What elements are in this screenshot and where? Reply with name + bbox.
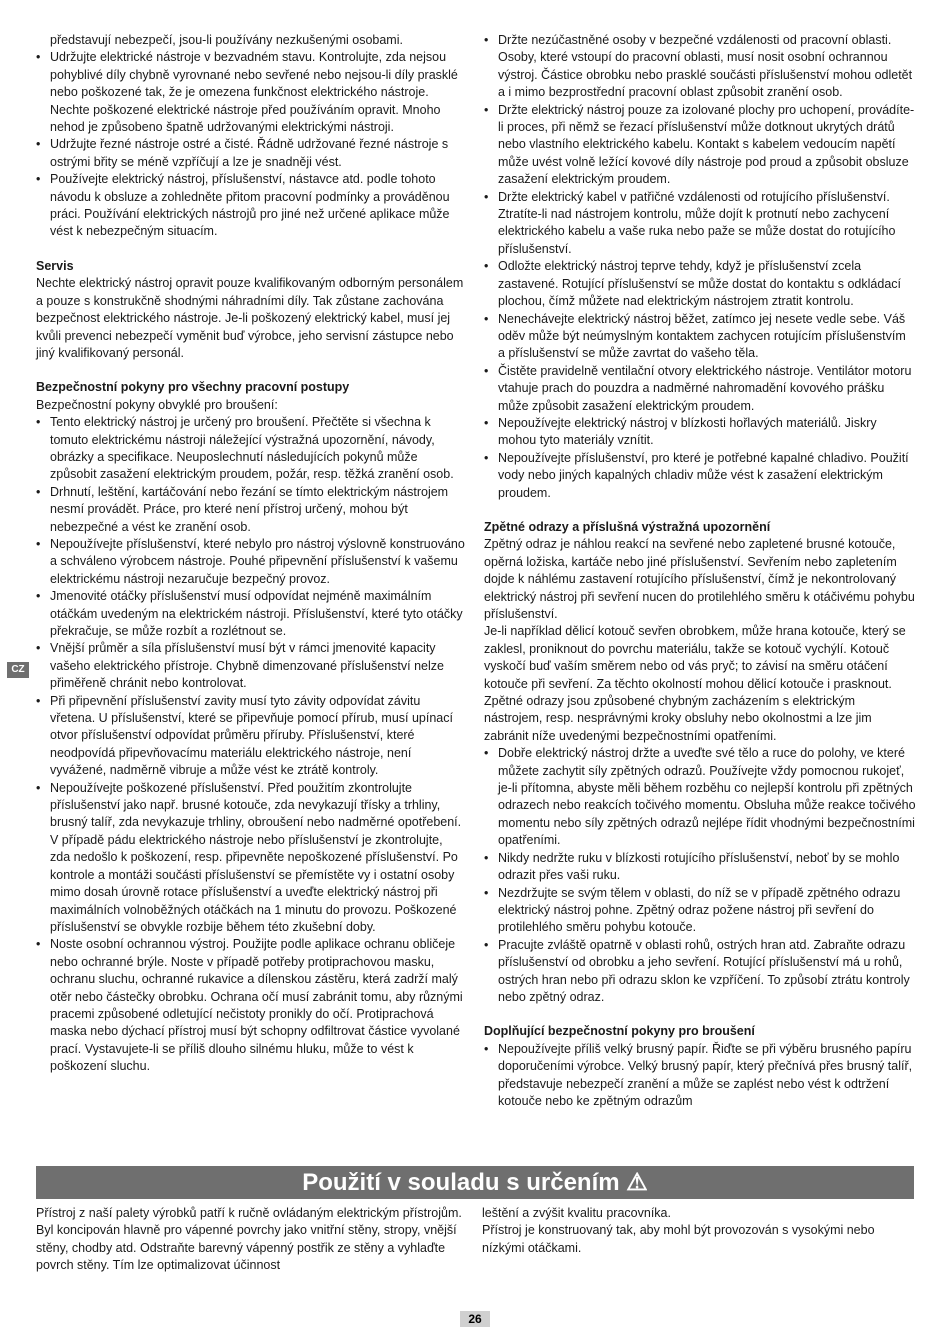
extra-heading: Doplňující bezpečnostní pokyny pro broušení xyxy=(484,1024,755,1039)
list-item: • Vnější průměr a síla příslušenství musí být v rámci jmenovité kapacity vašeho elektrického přístroje. Chybně dimenzované příslušenství nelze přiměřeně chránit nebo kontrolovat. xyxy=(36,640,466,692)
list-item: • Dobře elektrický nástroj držte a uveďte své tělo a ruce do polohy, ve které můžete zachytit síly zpětných odrazů. Používejte vždy pomocnou rukojeť, je-li přítomna, abyste měli během rozběhu co nejlepší kontrolu při zpětných odrazech nebo reakcích točivého momentu. Obsluha může reakce točivého momentu nebo síly zpětných odrazů nejlépe řídit vhodnými bezpečnostními opatřeními. xyxy=(484,745,916,849)
usage-paragraph: Přístroj z naší palety výrobků patří k ručně ovládaným elektrickým přístrojům. Byl koncipován hlavně pro vápenné povrchy jako vnitřní stěny, stropy, vnější stěny, chodby atd. Odstraňte barevný vápenný postřik ze stěny a vyhlaďte povrch stěny. Tím lze optimalizovat účinnost xyxy=(36,1206,462,1273)
list-item: • Nezdržujte se svým tělem v oblasti, do níž se v případě zpětného odrazu elektrický nástroj pohne. Zpětný odraz požene nástroj při sevření do protilehlého směru pohybu kotouče. xyxy=(484,885,916,937)
list-item: • Držte nezúčastněné osoby v bezpečné vzdálenosti od pracovní oblasti. Osoby, které vstoupí do pracovní oblasti, musí nosit osobní ochrannou výstroj. Částice obrobku nebo prasklé součásti příslušenství mohou odletět a i mimo bezprostřední pracovní oblast způsobit zranění osob. xyxy=(484,32,916,102)
usage-text-left xyxy=(36,1205,468,1275)
warning-icon: ⚠ xyxy=(626,1169,648,1196)
list-item: • Pracujte zvláště opatrně v oblasti rohů, ostrých hran atd. Zabraňte odrazu příslušenství od obrobku a jeho sevření. Rotující příslušenství má u rohů, ostrých hran nebo při odrazu sklon ke vzpříčení. To způsobí ztrátu kontroly nebo zpětný odraz. xyxy=(484,937,916,1007)
extra-bullet-list xyxy=(484,1041,916,1111)
kickback-paragraph-1: Zpětný odraz je náhlou reakcí na sevřené nebo zapletené brusné kotouče, opěrná ložiska, kartáče nebo jiné příslušenství. Sevřením nebo zapletením dojde k náhlému zastavení rotujícího příslušenství, čímž je nekontrolovaný elektrický nástroj při sevření nucen do protilehlého směru k otáčivému pohybu příslušenství. xyxy=(484,537,915,621)
servis-heading: Servis xyxy=(36,258,74,273)
list-item: • Drhnutí, leštění, kartáčování nebo řezání se tímto elektrickým nástrojem nesmí provádět. Práce, pro které není přístroj určený, mohou být nebezpečné a vést ke zranění osob. xyxy=(36,484,466,536)
left-column xyxy=(36,32,466,1076)
safety-heading: Bezpečnostní pokyny pro všechny pracovní postupy xyxy=(36,380,350,395)
top-bullet-list xyxy=(484,32,916,502)
section-banner xyxy=(36,1166,914,1199)
right-column xyxy=(484,32,916,1110)
list-item: • Nenechávejte elektrický nástroj běžet, zatímco jej nesete vedle sebe. Váš oděv může být neúmyslným kontaktem zachycen rotujícím příslušenstvím a příslušenství se může zavrtat do vašeho těla. xyxy=(484,311,916,363)
list-item: • Jmenovité otáčky příslušenství musí odpovídat nejméně maximálním otáčkám uvedeným na elektrickém nástroji. Příslušenství, které tyto otáčky překračuje, se může rozbít a rozlétnout se. xyxy=(36,588,466,640)
usage-paragraph-speed: Přístroj je konstruovaný tak, aby mohl být provozován s vysokými nebo nízkými otáčkami. xyxy=(482,1223,875,1255)
list-item: • Používejte elektrický nástroj, příslušenství, nástavce atd. podle tohoto návodu k obsluze a zohledněte přitom pracovní podmínky a prováděnou práci. Používání elektrických nástrojů pro jiné než určené aplikace může vést k nebezpečným situacím. xyxy=(36,171,466,241)
list-item: • Nepoužívejte příslušenství, které nebylo pro nástroj výslovně konstruováno a schváleno výrobcem nástroje. Pouhé připevnění příslušenství k vašemu elektrickému nástroji nezaručuje bezpečný provoz. xyxy=(36,536,466,588)
banner-title: Použití v souladu s určením xyxy=(302,1169,620,1196)
list-item: • Držte elektrický kabel v patřičné vzdálenosti od rotujícího příslušenství. Ztratíte-li nad nástrojem kontrolu, může dojít k protnutí nebo zachycení elektrického kabelu a vaše ruka nebo paže se může dostat do rotujícího příslušenství. xyxy=(484,189,916,259)
kickback-bullet-list xyxy=(484,745,916,1006)
usage-text-right xyxy=(482,1205,914,1257)
list-item: • Udržujte řezné nástroje ostré a čisté. Řádně udržované řezné nástroje s ostrými břity se méně vzpříčují a lze je snadněji vést. xyxy=(36,136,466,171)
list-item: • Nepoužívejte elektrický nástroj v blízkosti hořlavých materiálů. Jiskry mohou tyto materiály vznítit. xyxy=(484,415,916,450)
usage-paragraph-continued: leštění a zvýšit kvalitu pracovníka. xyxy=(482,1206,671,1220)
list-item: • Držte elektrický nástroj pouze za izolované plochy pro uchopení, provádíte-li proces, při němž se řezací příslušenství může dotknout ukrytých drátů nebo vlastního elektrického kabelu. Kontakt s kabelem vedoucím napětí může uvést volně ležící kovové díly nástroje pod proud a způsobit obsluze zasažení elektrickým proudem. xyxy=(484,102,916,189)
list-item: • Při připevnění příslušenství zavity musí tyto závity odpovídat závitu vřetena. U příslušenství, které se připevňuje pomocí přírub, musí upínací otvor příslušenství odpovídat průměru příruby. Příslušenství, které neodpovídá připevňovacímu materiálu elektrického nástroje, není vyvážené, nadměrně vibruje a může vést ke ztrátě kontroly. xyxy=(36,693,466,780)
list-item: • Noste osobní ochrannou výstroj. Použijte podle aplikace ochranu obličeje nebo ochranné brýle. Noste v případě potřeby protiprachovou masku, ochranu sluchu, ochranné rukavice a dílenskou zástěru, která zadrží malý otěr nebo částečky obrobku. Ochrana očí musí zabránit tomu, aby různými pracemi způsobené odletující nečistoty pronikly do očí. Protiprachová maska nebo dýchací přístroj musí být schopny odfiltrovat částice vyvolané prací. Vystavujete-li se příliš dlouho silnému hluku, může to vést k poškození sluchu. xyxy=(36,936,466,1075)
kickback-paragraph-2: Je-li například dělicí kotouč sevřen obrobkem, může hrana kotouče, který se zaklesl, proniknout do povrchu materiálu, takže se kotouč vychýlí. Kotouč vyskočí buď vaším směrem nebo od vás pryč; to závisí na směru otáčení kotouče při sevření. Za těchto okolností mohou dělicí kotouče i prasknout. Zpětné odrazy jsou způsobené chybným zacházením s elektrickým nástrojem, resp. nesprávnými kroky obsluhy nebo okolnostmi a lze jim zabránit níže uvedenými bezpečnostními opatřeními. xyxy=(484,624,906,743)
list-item: • Nepoužívejte poškozené příslušenství. Před použitím zkontrolujte příslušenství jako např. brusné kotouče, zda nevykazují třísky a trhliny, brusný talíř, zda nevykazuje trhliny, obroušení nebo nadměrné opotřebení. V případě pádu elektrického nástroje nebo příslušenství je zkontrolujte, zda nedošlo k poškození, resp. připevněte nepoškozené příslušenství. Po kontrole a montáži součásti příslušenství se přemístěte vy i ostatní osoby mimo dosah úrovně rotace příslušenství a uveďte elektrický nástroj při maximálních volnoběžných otáčkách na 1 minutu do provozu. Poškozené příslušenství se obvykle rozbije během této zkušební doby. xyxy=(36,780,466,937)
list-item: • Nikdy nedržte ruku v blízkosti rotujícího příslušenství, neboť by se mohlo odrazit přes vaši ruku. xyxy=(484,850,916,885)
servis-text: Nechte elektrický nástroj opravit pouze kvalifikovaným odborným personálem a pouze s konstrukčně shodnými náhradními díly. Tak zůstane zachována bezpečnost elektrického nástroje. Je-li poškozený elektrický kabel, musí jej kvůli prevenci nebezpečí vyměnit buď výrobce, jeho servisní zástupce nebo jiný kvalifikovaný personál. xyxy=(36,276,464,360)
list-item: • Nepoužívejte příliš velký brusný papír. Řiďte se při výběru brusného papíru doporučeními výrobce. Velký brusný papír, který přečnívá přes brusný talíř, představuje nebezpečí zranění a může se zaplést nebo vést k odtržení kotouče nebo ke zpětným odrazům xyxy=(484,1041,916,1111)
intro-continuation: představují nebezpečí, jsou-li používány nezkušenými osobami. xyxy=(50,33,403,47)
language-tab: CZ xyxy=(7,662,29,678)
list-item: • Odložte elektrický nástroj teprve tehdy, když je příslušenství zcela zastavené. Rotující příslušenství se může dostat do kontaktu s odkládací plochou, čímž můžete nad elektrickým nástrojem ztratit kontrolu. xyxy=(484,258,916,310)
kickback-heading: Zpětné odrazy a příslušná výstražná upozornění xyxy=(484,519,771,534)
safety-subheading: Bezpečnostní pokyny obvyklé pro broušení: xyxy=(36,397,278,412)
list-item: • Udržujte elektrické nástroje v bezvadném stavu. Kontrolujte, zda nejsou pohyblivé díly chybně vyrovnané nebo sevřené nebo nejsou-li díly prasklé nebo poškozené tak, že je omezena funkčnost elektrického nástroje. Nechte poškozené elektrické nástroje před používáním opravit. Mnoho nehod je způsobeno špatně udržovanými elektrickými nástroji. xyxy=(36,49,466,136)
page-number: 26 xyxy=(460,1311,490,1327)
list-item: • Tento elektrický nástroj je určený pro broušení. Přečtěte si všechna k tomuto elektrickému nástroji náležející výstražná upozornění, návody, obrázky a specifikace. Neuposlechnutí následujících pokynů může způsobit zasažení elektrickým proudem, požár, resp. těžká zranění osob. xyxy=(36,414,466,484)
intro-bullet-list xyxy=(36,49,466,240)
list-item: • Čistěte pravidelně ventilační otvory elektrického nástroje. Ventilátor motoru vtahuje prach do pouzdra a nadměrné nahromadění kovového prášku může způsobit zasažení elektrickým proudem. xyxy=(484,363,916,415)
list-item: • Nepoužívejte příslušenství, pro které je potřebné kapalné chladivo. Použití vody nebo jiných kapalných chladiv může vést k zasažení elektrickým proudem. xyxy=(484,450,916,502)
safety-bullet-list xyxy=(36,414,466,1075)
